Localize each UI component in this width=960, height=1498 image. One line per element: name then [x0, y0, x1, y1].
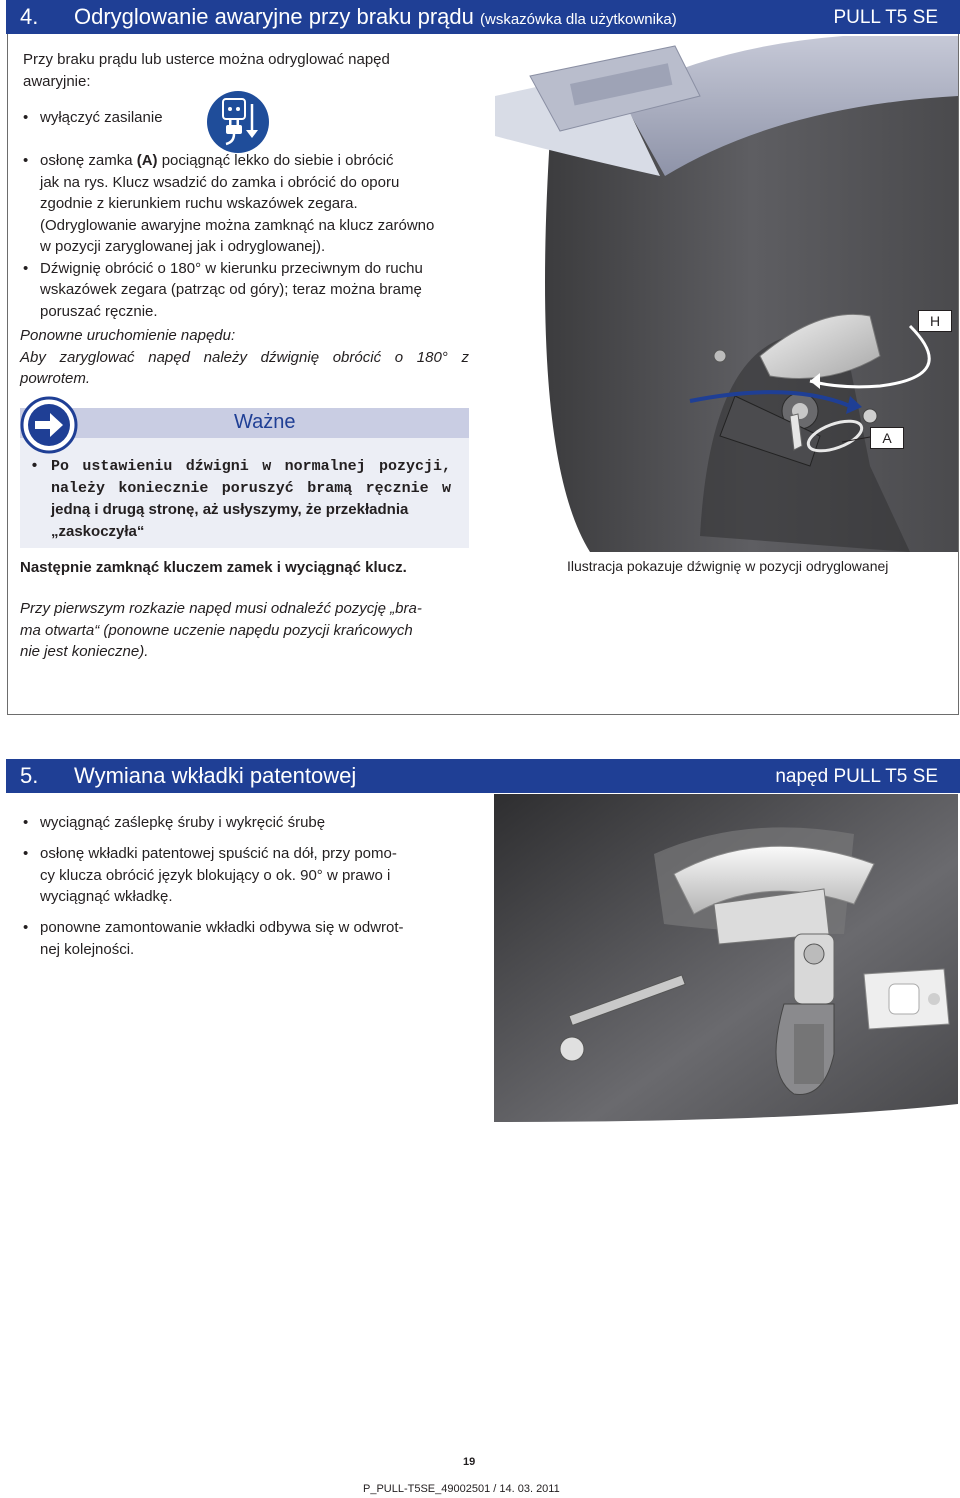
step-remove-cylinder-line: wyciągnąć wkładkę.: [40, 888, 173, 905]
step-power-off: • wyłączyć zasilanie: [23, 109, 163, 126]
step-lever-line: wskazówek zegara (patrząc od góry); teraz można bramę: [40, 281, 422, 298]
product-name: PULL T5 SE: [833, 7, 938, 28]
section-5-header: [6, 759, 960, 793]
step-reassemble-line: nej kolejności.: [40, 940, 135, 958]
unplug-power-icon: [206, 90, 270, 154]
section-4-header: [6, 0, 960, 34]
section-subtitle: (wskazówka dla użytkownika): [480, 11, 677, 28]
restart-line: powrotem.: [20, 370, 91, 387]
illustration-caption: Ilustracja pokazuje dźwignię w pozycji odryglowanej: [567, 558, 889, 574]
step-lock-cover-line: w pozycji zaryglowanej jak i odryglowanej).: [40, 238, 326, 255]
important-line: jedną i drugą stronę, aż usłyszymy, że przekładnia: [51, 501, 409, 518]
intro-line-2: awaryjnie:: [23, 73, 91, 90]
drive-unlocked-illustration: [490, 36, 958, 552]
label-a: A: [870, 427, 904, 449]
step-lock-cover-line: zgodnie z kierunkiem ruchu wskazówek zegara.: [40, 195, 358, 212]
step-lock-cover-line: (Odryglowanie awaryjne można zamknąć na klucz zarówno: [40, 216, 435, 234]
intro-line-1: Przy braku prądu lub usterce można odryglować napęd: [23, 51, 390, 68]
arrow-right-circle-icon: [20, 396, 78, 454]
restart-heading: Ponowne uruchomienie napędu:: [20, 327, 236, 344]
product-name: napęd PULL T5 SE: [775, 766, 938, 787]
first-command-line: ma otwarta“ (ponowne uczenie napędu pozycji krańcowych: [20, 621, 413, 639]
step-reassemble: • ponowne zamontowanie wkładki odbywa się w odwrot-: [23, 919, 404, 936]
label-h: H: [918, 310, 952, 332]
important-line: Po ustawieniu dźwigni w normalnej pozycji,: [51, 458, 451, 475]
section-number: 5.: [20, 763, 39, 788]
close-key-instruction: Następnie zamknąć kluczem zamek i wyciągnąć klucz.: [20, 559, 407, 576]
step-remove-cylinder-line: cy klucza obrócić język blokujący o ok. 90° w prawo i: [40, 866, 391, 884]
section-title: Wymiana wkładki patentowej: [74, 763, 357, 788]
section-number: 4.: [20, 4, 39, 29]
step-lock-cover: • osłonę zamka (A) pociągnąć lekko do siebie i obrócić: [23, 152, 394, 169]
cylinder-replacement-illustration: [494, 794, 958, 1122]
step-lever-line: poruszać ręcznie.: [40, 302, 158, 320]
label-a-pointer: [840, 430, 880, 450]
important-title: Ważne: [234, 411, 296, 433]
important-line: „zaskoczyła“: [51, 522, 145, 540]
page-number: 19: [463, 1456, 476, 1468]
section-title: Odryglowanie awaryjne przy braku prądu (wskazówka dla użytkownika): [74, 4, 677, 29]
first-command-line: Przy pierwszym rozkazie napęd musi odnaleźć pozycję „bra-: [20, 600, 422, 617]
important-bullet: •: [30, 458, 40, 475]
step-lever: • Dźwignię obrócić o 180° w kierunku przeciwnym do ruchu: [23, 259, 423, 277]
step-remove-cylinder: • osłonę wkładki patentowej spuścić na dół, przy pomo-: [23, 845, 397, 862]
step-lock-cover-line: jak na rys. Klucz wsadzić do zamka i obrócić do oporu: [40, 173, 400, 191]
restart-line: Aby zaryglować napęd należy dźwignię obrócić o 180° z: [20, 349, 469, 366]
first-command-line: nie jest konieczne).: [20, 643, 149, 660]
important-line: należy koniecznie poruszyć bramą ręcznie w: [51, 479, 451, 497]
document-reference: P_PULL-T5SE_49002501 / 14. 03. 2011: [363, 1483, 560, 1495]
step-remove-screw: • wyciągnąć zaślepkę śruby i wykręcić śrubę: [23, 814, 326, 831]
